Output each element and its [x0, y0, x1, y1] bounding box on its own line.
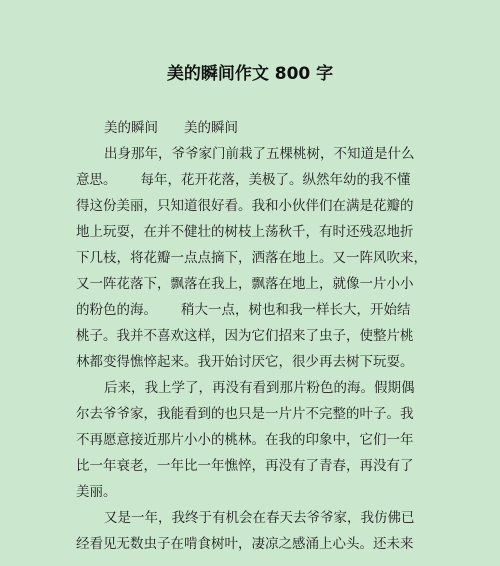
subtitle-line	[76, 115, 436, 141]
text-line: 不再愿意接近那片小小的桃林。在我的印象中，它们一年	[76, 432, 414, 448]
text-line: 比一年衰老，一年比一年憔悴，再没有了青春，再没有了	[76, 458, 414, 474]
text-line: 得这份美丽，只知道很好看。我和小伙伴们在满是花瓣的	[76, 198, 414, 214]
text-line: 林都变得憔悴起来。我开始讨厌它，很少再去树下玩耍。	[76, 354, 414, 370]
text-line: 又一阵花落下，飘落在我上，飘落在地上，就像一片小小	[76, 276, 414, 292]
text-line: 经看见无数虫子在啃食树叶，凄凉之感涌上心头。还未来	[76, 536, 414, 552]
text-line: 尔去爷爷家，我能看到的也只是一片片不完整的叶子。我	[76, 406, 414, 422]
article-body	[76, 115, 436, 557]
article-title: 美的瞬间作文 800 字	[166, 64, 334, 84]
subtitle-text: 美的瞬间	[184, 120, 238, 136]
text-line: 桃子。我并不喜欢这样，因为它们招来了虫子，使整片桃	[76, 328, 414, 344]
text-line: 后来，我上学了，再没有看到那片粉色的海。假期偶	[104, 380, 415, 396]
text-line: 又是一年，我终于有机会在春天去爷爷家，我仿佛已	[104, 510, 415, 526]
text-line: 下几枝，将花瓣一点点摘下，洒落在地上。又一阵风吹来，	[76, 250, 427, 266]
text-line: 美丽。	[76, 484, 117, 500]
text-line: 意思。 每年，花开花落，美极了。纵然年幼的我不懂	[76, 172, 411, 188]
text-line: 出身那年，爷爷家门前栽了五棵桃树，不知道是什么	[104, 146, 415, 162]
subtitle-text: 美的瞬间	[104, 120, 158, 136]
text-line: 地上玩耍，在并不健壮的树枝上荡秋千，有时还残忍地折	[76, 224, 414, 240]
text-line: 的粉色的海。 稍大一点，树也和我一样长大，开始结	[76, 302, 411, 318]
